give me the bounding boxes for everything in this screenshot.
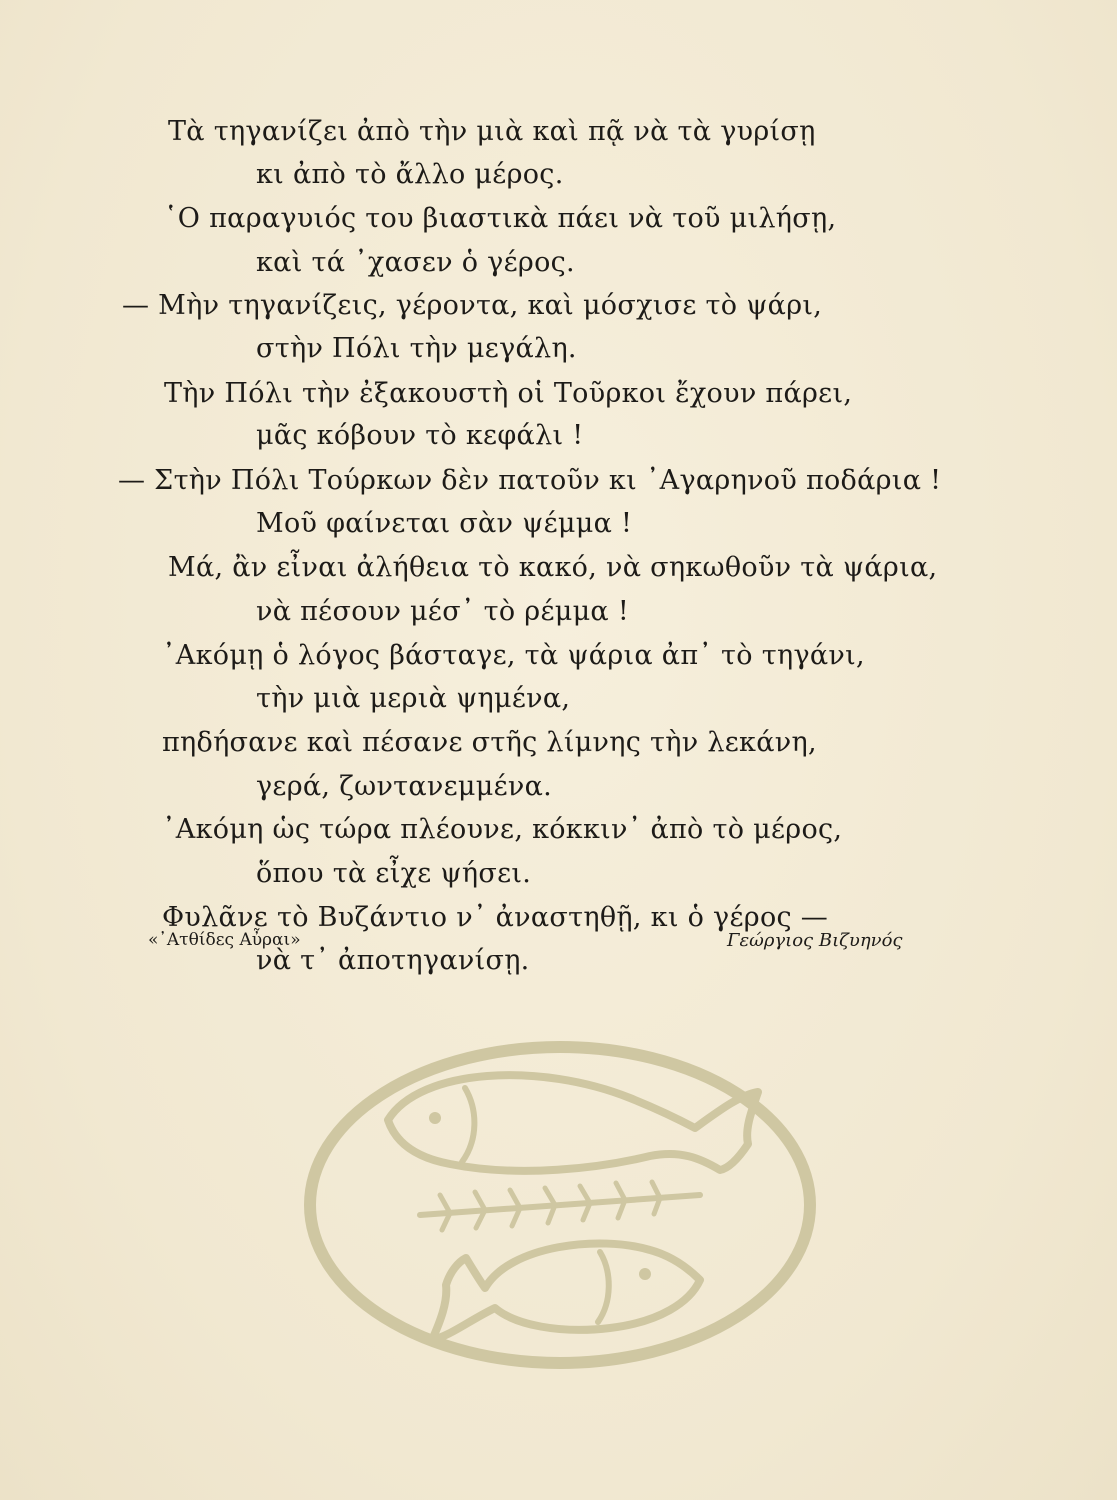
poem-line: Μά, ἂν εἶναι ἀλήθεια τὸ κακό, νὰ σηκωθοῦν τὰ ψάρια, <box>168 552 938 583</box>
poem-line: ᾿Ακόμῃ ὁ λόγος βάσταγε, τὰ ψάρια ἀπ᾿ τὸ τηγάνι, <box>162 640 865 671</box>
poem-line: πηδήσανε καὶ πέσανε στῆς λίμνης τὴν λεκάνη, <box>162 727 817 758</box>
poem-line: ᾿Ακόμη ὡς τώρα πλέουνε, κόκκιν᾿ ἀπὸ τὸ μέρος, <box>162 814 843 845</box>
two-fish-plate-emblem-icon <box>300 1040 820 1370</box>
author-name: Γεώργιος Βιζυηνός <box>727 930 903 951</box>
poem-line: στὴν Πόλι τὴν μεγάλη. <box>256 333 577 364</box>
poem-line: Τὰ τηγανίζει ἀπὸ τὴν μιὰ καὶ πᾷ νὰ τὰ γυρίσῃ <box>168 116 816 147</box>
poem-line: Μοῦ φαίνεται σὰν ψέμμα ! <box>256 508 633 539</box>
poem-line: ὅπου τὰ εἶχε ψήσει. <box>256 858 532 889</box>
poem-line: Τὴν Πόλι τὴν ἐξακουστὴ οἱ Τοῦρκοι ἔχουν πάρει, <box>164 378 853 409</box>
poem-line: καὶ τά ᾿χασεν ὁ γέρος. <box>256 247 575 278</box>
poem-line: νὰ πέσουν μέσ᾿ τὸ ρέμμα ! <box>256 596 630 627</box>
poem-line: Φυλᾶνε τὸ Βυζάντιο ν᾿ ἀναστηθῇ, κι ὁ γέρος — <box>162 902 829 933</box>
poem-line: μᾶς κόβουν τὸ κεφάλι ! <box>256 420 584 451</box>
poem-line: ῾Ο παραγυιός του βιαστικὰ πάει νὰ τοῦ μιλήσῃ, <box>164 203 837 234</box>
poem-line: — Στὴν Πόλι Τούρκων δὲν πατοῦν κι ᾿Αγαρηνοῦ ποδάρια ! <box>118 465 942 496</box>
poem-line: τὴν μιὰ μεριὰ ψημένα, <box>256 683 571 714</box>
poem-line: νὰ τ᾿ ἀποτηγανίσῃ. <box>256 945 530 976</box>
source-citation: «᾿Ατθίδες Αὖραι» <box>148 930 301 950</box>
poem-line: κι ἀπὸ τὸ ἄλλο μέρος. <box>256 159 564 190</box>
poem-line: γερά, ζωντανεμμένα. <box>256 771 553 802</box>
poem-line: — Μὴν τηγανίζεις, γέροντα, καὶ μόσχισε τὸ ψάρι, <box>122 290 823 321</box>
